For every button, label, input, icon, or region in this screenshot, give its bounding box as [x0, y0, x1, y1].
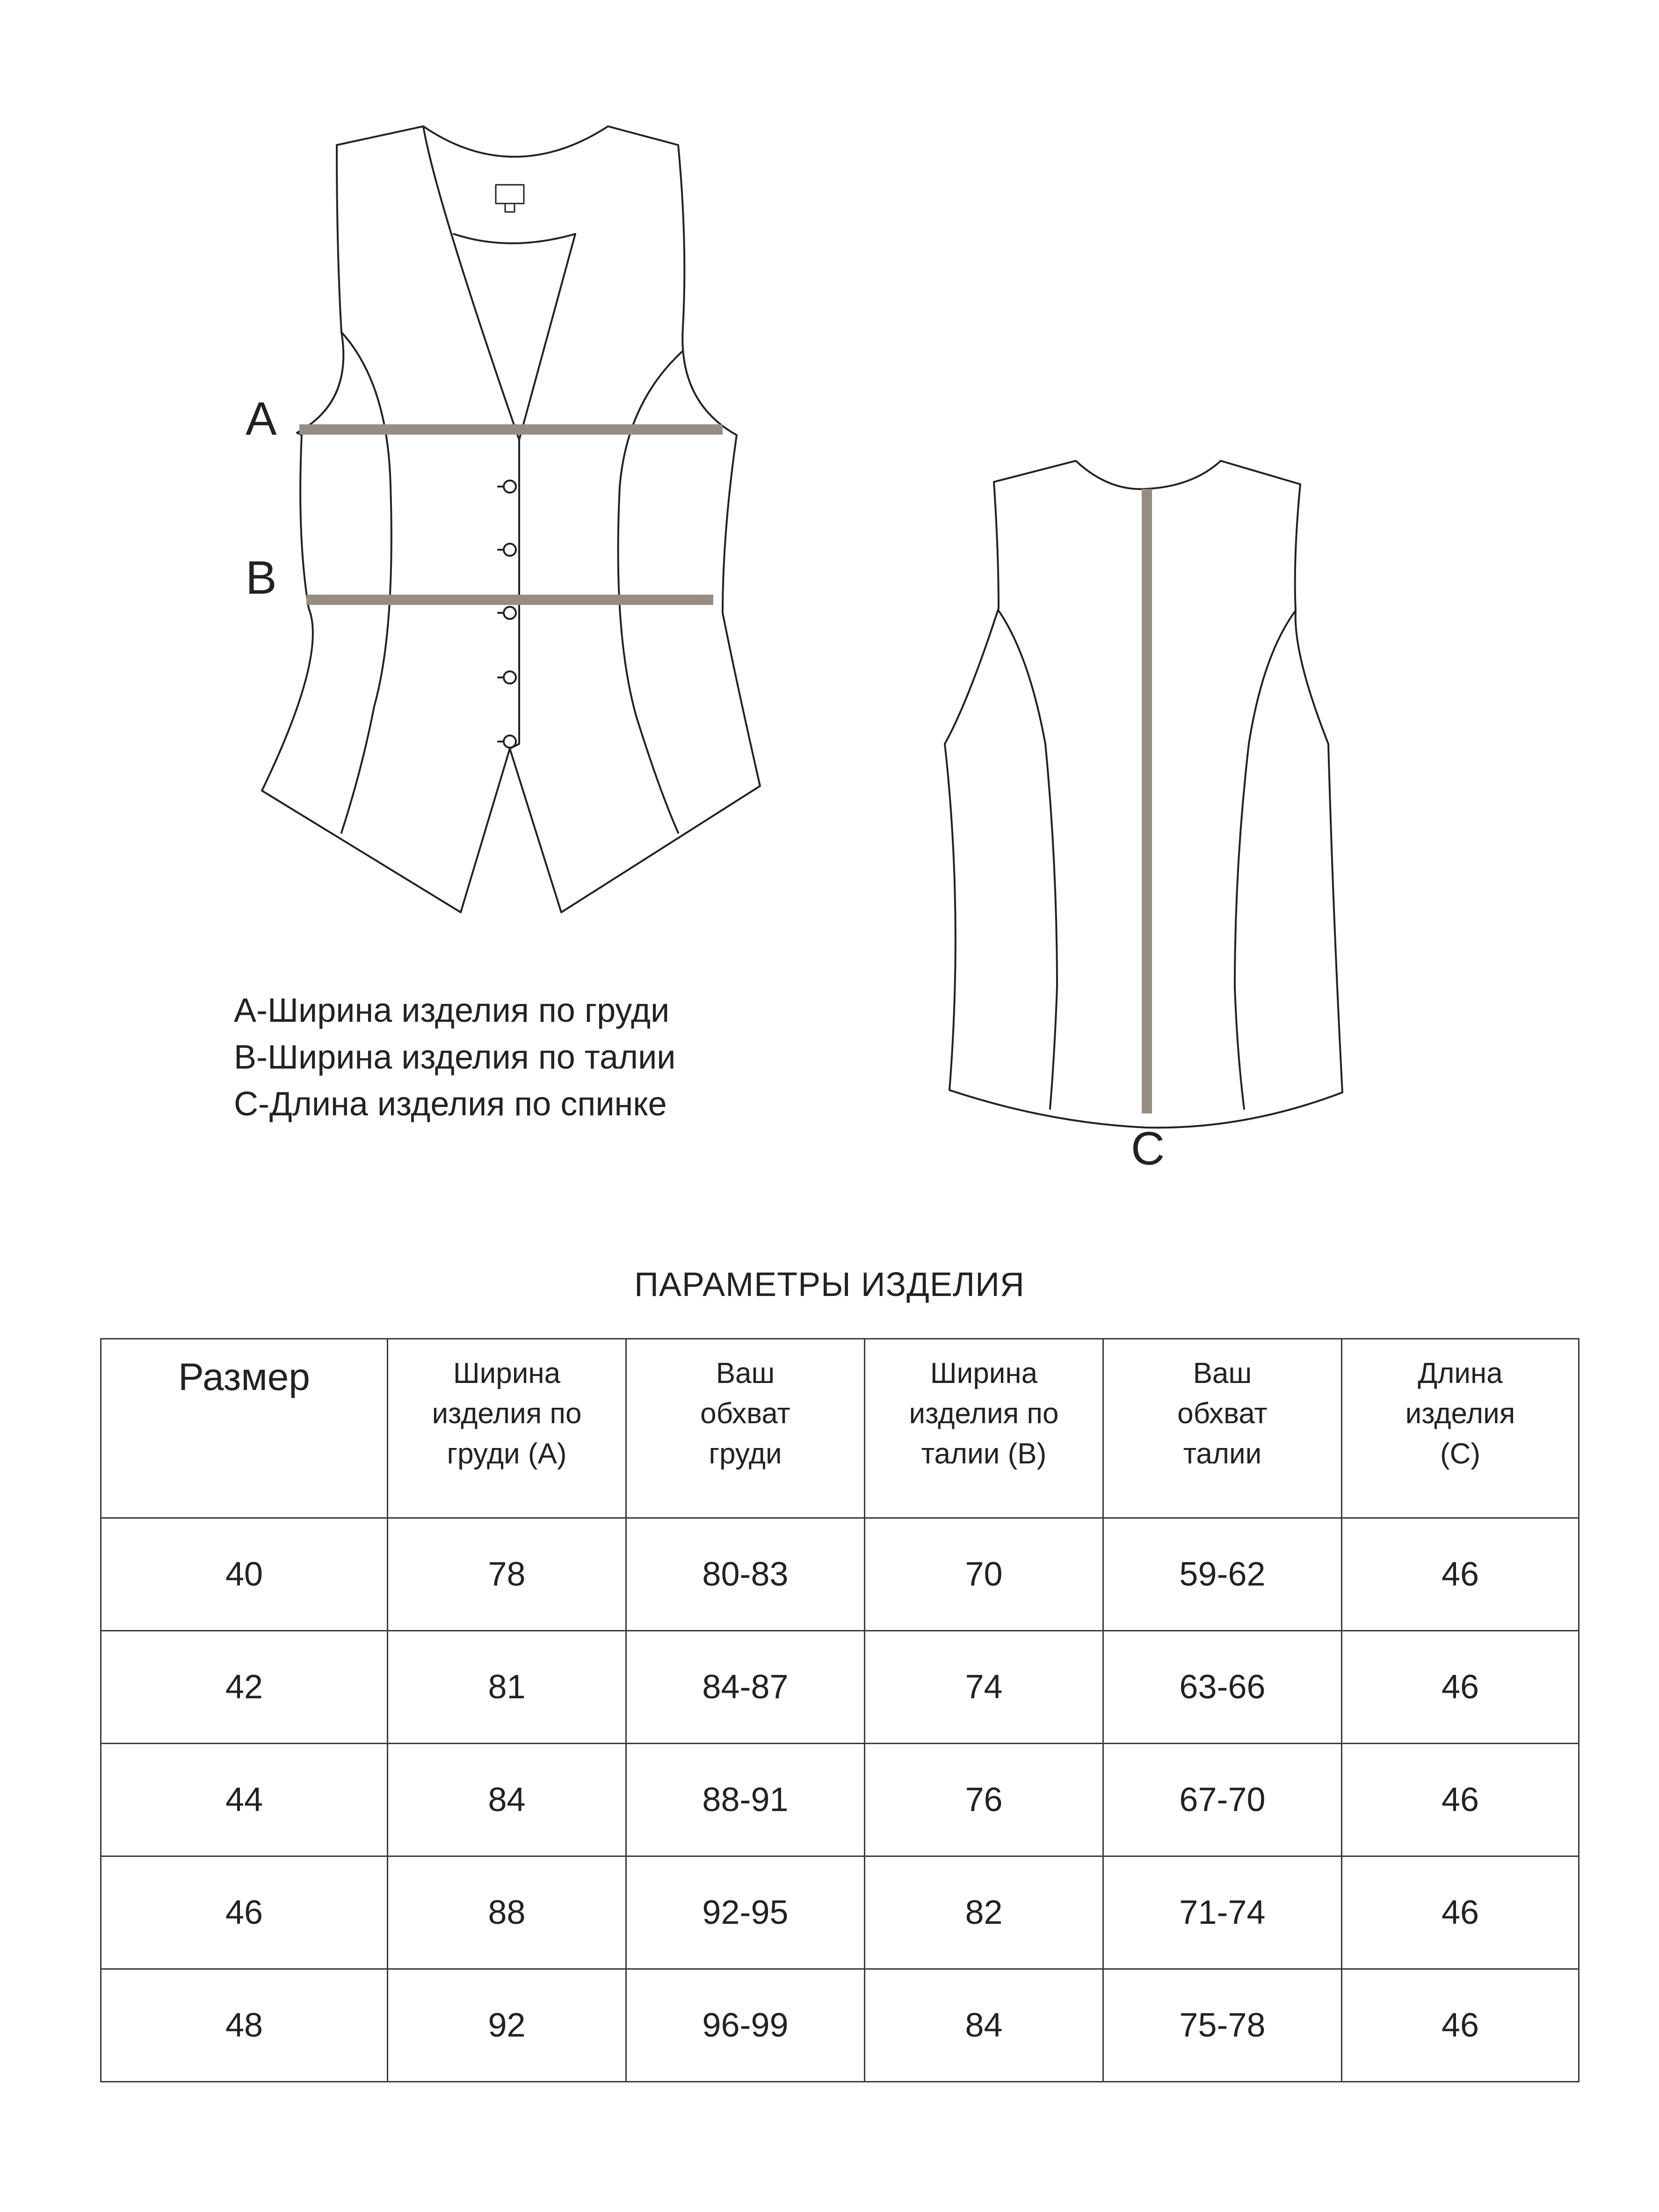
cell-your-bust: 92-95: [626, 1856, 865, 1969]
cell-length: 46: [1342, 1744, 1579, 1856]
front-vest-drawing: [262, 126, 760, 912]
back-right-seam: [1235, 611, 1296, 1109]
cell-your-bust: 88-91: [626, 1744, 865, 1856]
cell-your-bust: 80-83: [626, 1518, 865, 1631]
front-right-outline: [510, 126, 760, 912]
cell-waist-width: 84: [865, 1969, 1103, 2082]
header-chest-width: Ширина изделия по груди (А): [388, 1339, 626, 1518]
table-header-row: [101, 1339, 1579, 1518]
size-label-icon: [496, 185, 524, 212]
cell-waist-width: 74: [865, 1631, 1103, 1744]
cell-chest-width: 78: [388, 1518, 626, 1631]
cell-your-waist: 63-66: [1103, 1631, 1342, 1744]
cell-your-bust: 96-99: [626, 1969, 865, 2082]
cell-length: 46: [1342, 1856, 1579, 1969]
front-inner-neck: [454, 234, 575, 440]
legend-item-b: B-Ширина изделия по талии: [234, 1039, 676, 1076]
cell-waist-width: 82: [865, 1856, 1103, 1969]
cell-size: 40: [101, 1518, 388, 1631]
header-length: Длина изделия (С): [1342, 1339, 1579, 1518]
cell-your-waist: 67-70: [1103, 1744, 1342, 1856]
cell-length: 46: [1342, 1969, 1579, 2082]
table-row: [101, 1856, 1579, 1969]
front-right-seam: [618, 351, 683, 833]
cell-waist-width: 76: [865, 1744, 1103, 1856]
cell-length: 46: [1342, 1631, 1579, 1744]
table-row: [101, 1969, 1579, 2082]
front-buttons: [498, 480, 516, 748]
header-your-waist: Ваш обхват талии: [1103, 1339, 1342, 1518]
cell-your-waist: 59-62: [1103, 1518, 1342, 1631]
label-a: A: [246, 393, 277, 445]
header-waist-width: Ширина изделия по талии (В): [865, 1339, 1103, 1518]
table-title: ПАРАМЕТРЫ ИЗДЕЛИЯ: [634, 1266, 1025, 1303]
table-row: [101, 1631, 1579, 1744]
cell-waist-width: 70: [865, 1518, 1103, 1631]
cell-your-waist: 75-78: [1103, 1969, 1342, 2082]
cell-size: 42: [101, 1631, 388, 1744]
table-row: [101, 1518, 1579, 1631]
label-c: C: [1131, 1122, 1165, 1175]
header-size: Размер: [101, 1339, 388, 1518]
cell-your-bust: 84-87: [626, 1631, 865, 1744]
legend-item-a: A-Ширина изделия по груди: [234, 992, 670, 1029]
cell-size: 48: [101, 1969, 388, 2082]
back-left-seam: [999, 611, 1057, 1109]
cell-your-waist: 71-74: [1103, 1856, 1342, 1969]
cell-chest-width: 92: [388, 1969, 626, 2082]
cell-chest-width: 81: [388, 1631, 626, 1744]
measurement-legend: [234, 987, 676, 1128]
table-row: [101, 1744, 1579, 1856]
size-parameters-table: [100, 1338, 1579, 2082]
cell-chest-width: 88: [388, 1856, 626, 1969]
label-b: B: [246, 552, 277, 604]
header-your-bust: Ваш обхват груди: [626, 1339, 865, 1518]
cell-size: 44: [101, 1744, 388, 1856]
legend-item-c: C-Длина изделия по спинке: [234, 1085, 667, 1123]
cell-size: 46: [101, 1856, 388, 1969]
cell-chest-width: 84: [388, 1744, 626, 1856]
front-left-seam: [341, 332, 391, 833]
cell-length: 46: [1342, 1518, 1579, 1631]
front-neckline-back: [423, 126, 608, 157]
